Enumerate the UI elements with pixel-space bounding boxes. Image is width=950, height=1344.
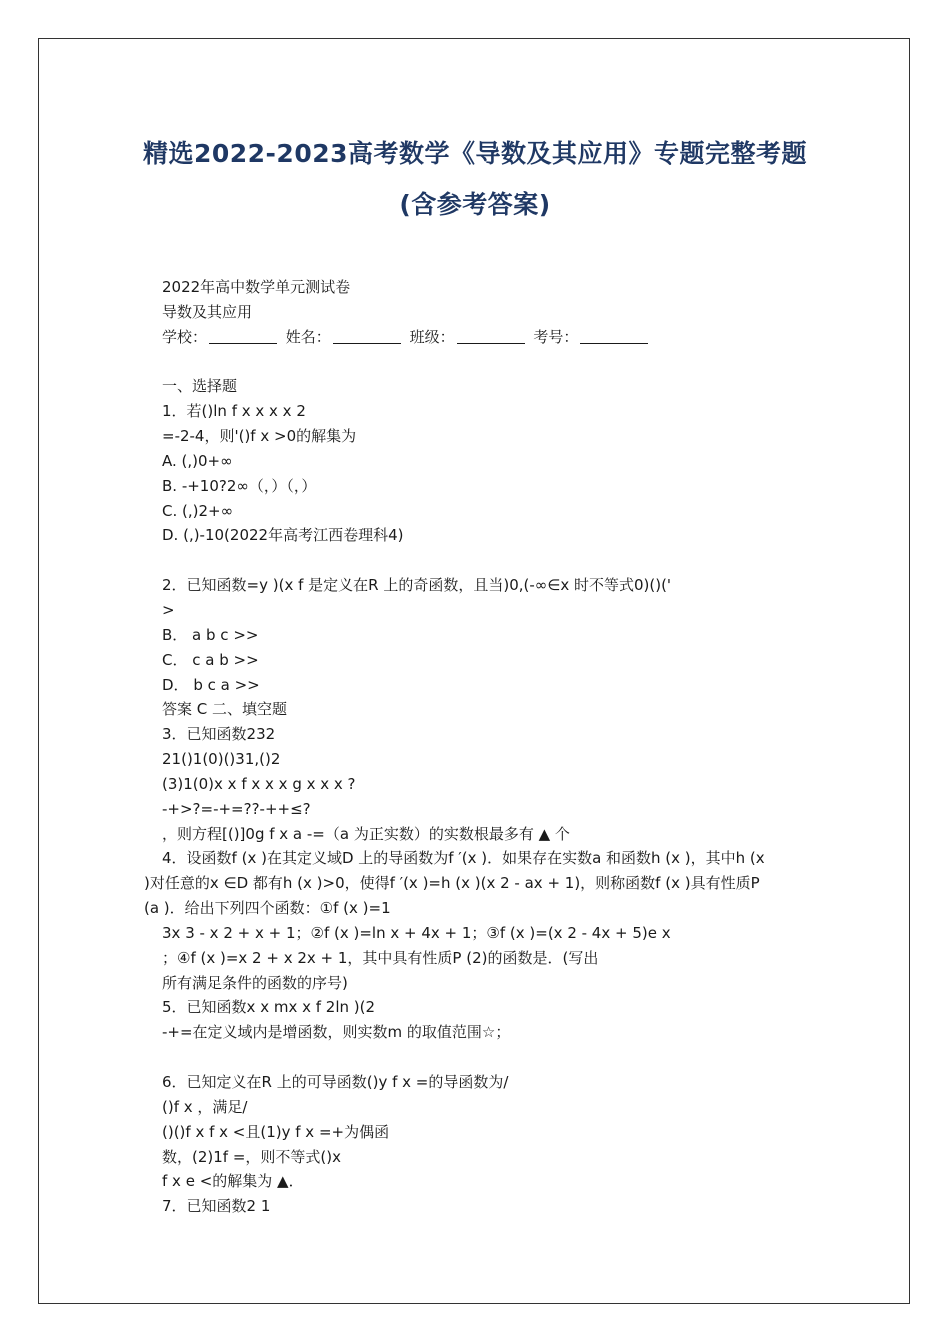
number-label: 考号： xyxy=(533,327,579,346)
option-c: C. (,)2+∞ xyxy=(162,501,234,520)
question-1-text: =-2-4，则'()f x >0的解集为 xyxy=(162,427,357,446)
question-4-text: 3x 3 - x 2 + x + 1；②f (x )=ln x + 4x + 1；③f (x )=(x 2 - 4x + 5)e x xyxy=(162,923,671,942)
question-4-text: 所有满足条件的函数的序号) xyxy=(162,973,348,992)
spacer xyxy=(162,350,822,375)
question-6-text: ()()f x f x <且(1)y f x =+为偶函 xyxy=(162,1122,390,1141)
question-3-text: (3)1(0)x x f x x x g x x x ? xyxy=(162,774,356,793)
option-d: D． b c a >> xyxy=(162,675,260,694)
question-6-text: ()f x ，满足/ xyxy=(162,1097,248,1116)
question-3-text: -+>?=-+=??-++≤? xyxy=(162,799,311,818)
question-4: 4．设函数f (x )在其定义域D 上的导函数为f ′(x )．如果存在实数a 和函数h (x )，其中h (x xyxy=(162,849,765,868)
exam-name: 2022年高中数学单元测试卷 xyxy=(162,278,351,296)
question-6-text: f x e <的解集为 ▲． xyxy=(162,1172,304,1191)
option-a: A. (,)0+∞ xyxy=(162,451,233,470)
question-1: 1．若()ln f x x x x 2 xyxy=(162,402,306,421)
question-2: 2．已知函数=y )(x f 是定义在R 上的奇函数，且当)0,(-∞∈x 时不等式0)()(' xyxy=(162,576,672,595)
document-subtitle: (含参考答案) xyxy=(399,190,551,219)
section-heading: 一、选择题 xyxy=(162,377,238,396)
option-b: B. -+10?2∞（，）（，） xyxy=(162,476,317,495)
school-blank xyxy=(209,327,277,344)
subject-name: 导数及其应用 xyxy=(162,302,253,321)
class-blank xyxy=(457,327,525,344)
name-blank xyxy=(333,327,401,344)
question-6: 6．已知定义在R 上的可导函数()y f x =的导函数为/ xyxy=(162,1073,509,1091)
question-3-text: ，则方程[()]0g f x a -=（a 为正实数）的实数根最多有 ▲ 个 xyxy=(162,824,570,843)
question-4-text: ；④f (x )=x 2 + x 2x + 1，其中具有性质P (2)的函数是．(写出 xyxy=(162,948,599,967)
document-body xyxy=(144,275,822,1219)
question-3-text: 21()1(0)()31,()2 xyxy=(162,750,281,769)
question-5: 5．已知函数x x mx x f 2ln )(2 xyxy=(162,998,376,1017)
question-5-text: -+=在定义域内是增函数，则实数m 的取值范围☆； xyxy=(162,1023,511,1042)
option-d: D. (,)-10(2022年高考江西卷理科4) xyxy=(162,526,404,545)
document-title: 精选2022-2023高考数学《导数及其应用》专题完整考题 xyxy=(142,139,808,168)
info-fields-row xyxy=(162,325,822,350)
question-4-text: (a )．给出下列四个函数：①f (x )=1 xyxy=(144,899,391,918)
spacer xyxy=(162,548,822,573)
question-3: 3．已知函数232 xyxy=(162,725,276,744)
spacer xyxy=(162,1045,822,1070)
option-b: B． a b c >> xyxy=(162,625,259,644)
class-label: 班级： xyxy=(409,327,455,346)
name-label: 姓名： xyxy=(285,327,331,346)
question-4-text: )对任意的x ∈D 都有h (x )>0，使得f ′(x )=h (x )(x 2 - ax + 1)，则称函数f (x )具有性质P xyxy=(144,874,760,893)
answer-line: 答案 C 二、填空题 xyxy=(162,700,288,719)
school-label: 学校： xyxy=(162,327,208,346)
question-2-text: > xyxy=(162,600,175,619)
number-blank xyxy=(580,327,648,344)
question-7: 7．已知函数2 1 xyxy=(162,1197,271,1216)
option-c: C． c a b >> xyxy=(162,650,259,669)
question-6-text: 数，(2)1f =，则不等式()x xyxy=(162,1147,341,1166)
